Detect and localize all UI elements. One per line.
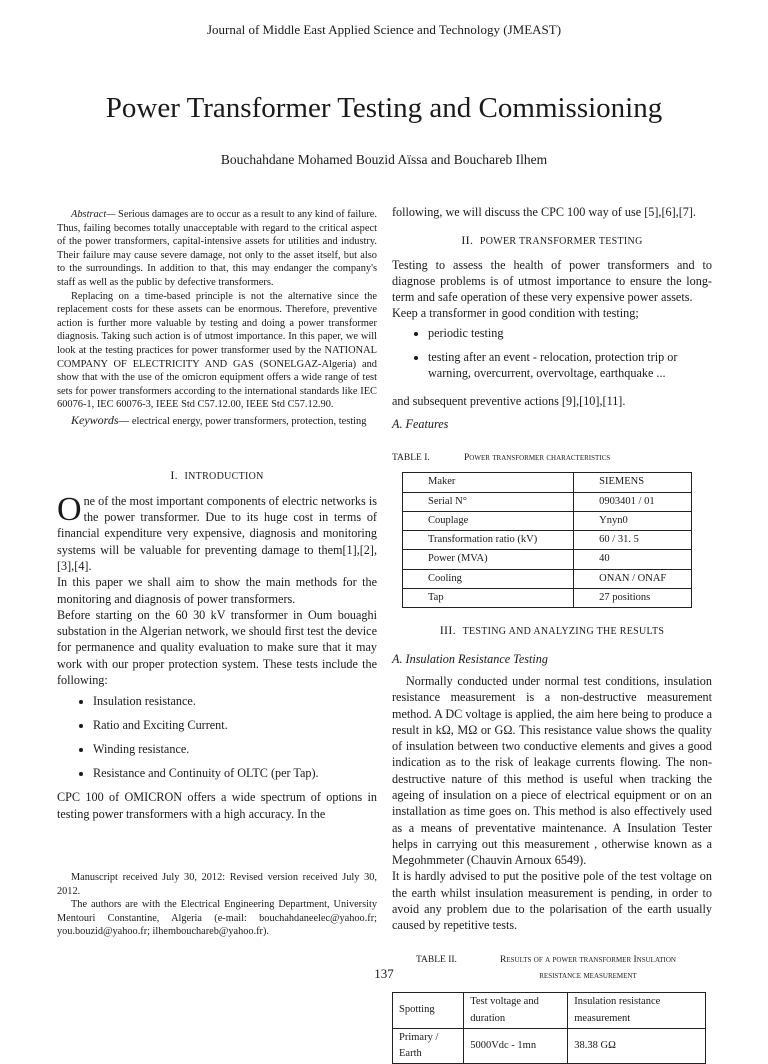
list-item: • testing after an event - relocation, protection trip or warning, overcurrent, overvoltage, earthquake ... bbox=[428, 349, 712, 382]
sec2-p3: and subsequent preventive actions [9],[10],[11]. bbox=[392, 394, 626, 409]
table-cell: Couplage bbox=[403, 511, 574, 530]
table-cell: Primary / Earth bbox=[393, 1028, 464, 1064]
table-cell: 5000Vdc - 1mn bbox=[464, 1028, 568, 1064]
sec3-p1: Normally conducted under normal test conditions, insulation resistance measurement is a non-destructive measurement method. A DC voltage is applied, the aim here being to produce a result in kΩ, MΩ or GΩ. This resistance value shows the quality of insulation between two conductive elements and gives a good indication as to the risk of leakage currents flowing. The non-destructive nature of this method is useful when tracking the ageing of insulation on a piece of electrical equipment or on an installation as time goes on. This method is also effectively used as a means of preventative maintenance. A Insulation Tester helps in carrying out this measurement , otherwise known as a Megohmmeter (Chauvin Arnoux 6549). bbox=[392, 673, 712, 868]
table-row bbox=[403, 569, 692, 588]
keywords-text: electrical energy, power transformers, protection, testing bbox=[129, 415, 367, 427]
column-header: Spotting bbox=[393, 993, 464, 1029]
list-item: • Resistance and Continuity of OLTC (per Tap). bbox=[93, 765, 377, 781]
subsection-features: A. Features bbox=[392, 416, 449, 431]
table-row bbox=[403, 531, 692, 550]
table-row bbox=[393, 1028, 706, 1064]
table-cell: Serial N° bbox=[403, 492, 574, 511]
section-heading-introduction: I. INTRODUCTION bbox=[170, 467, 264, 482]
table-row bbox=[403, 473, 692, 492]
footnote bbox=[57, 871, 377, 939]
page-number: 137 bbox=[374, 966, 394, 981]
table-insulation bbox=[392, 992, 706, 1064]
keywords bbox=[57, 414, 377, 429]
intro-p1: One of the most important components of electric networks is the power transformer. Due to its huge cost in terms of financial expenditure very expensive, diagnosis and monitoring systems will be valuable for preventing damage to them[1],[2],[3],[4]. bbox=[57, 490, 377, 573]
footnote-affiliation: The authors are with the Electrical Engineering Department, University Mentouri Constantine, Algeria (e-mail: bouchahdaneelec@yahoo.fr; you.bouzid@yahoo.fr; ilhembouchareb@yahoo.fr). bbox=[57, 899, 377, 938]
table-cell: Tap bbox=[403, 589, 574, 608]
table-cell: Ynyn0 bbox=[574, 511, 692, 530]
keywords-label: Keywords— bbox=[71, 412, 130, 427]
table-cell: Transformation ratio (kV) bbox=[403, 531, 574, 550]
journal-header: Journal of Middle East Applied Science and Technology (JMEAST) bbox=[206, 22, 562, 37]
table-cell: Maker bbox=[403, 473, 574, 492]
abstract-text: Serious damages are to occur as a result to any kind of failure. Thus, failing becomes totally unacceptable with regard to the critical aspect of the power transformers, capital-intensive assets for utilities and industry. Their failure may cause severe damage, not only to the asset itself, but also to the surroundings. In addition to that, this may endanger the company's staff as well as the public by defective transformers. bbox=[57, 209, 377, 288]
continued-text: following, we will discuss the CPC 100 way of use [5],[6],[7]. bbox=[392, 205, 696, 219]
abstract-label: Abstract— bbox=[71, 209, 116, 220]
table-cell: 38.38 GΩ bbox=[568, 1028, 706, 1064]
column-header: Insulation resistance measurement bbox=[568, 993, 706, 1029]
abstract bbox=[57, 208, 377, 290]
table-cell: SIEMENS bbox=[574, 473, 692, 492]
table-header-row bbox=[393, 993, 706, 1029]
table-cell: 27 positions bbox=[574, 589, 692, 608]
section-heading-results: III. TESTING AND ANALYZING THE RESULTS bbox=[439, 623, 665, 638]
table1-caption: TABLE I. Power transformer characteristics bbox=[392, 452, 611, 463]
table-cell: Cooling bbox=[403, 569, 574, 588]
authors: Bouchahdane Mohamed Bouzid Aïssa and Bouchareb Ilhem bbox=[220, 152, 548, 167]
sec2-p1: Testing to assess the health of power transformers and to diagnose problems is of utmost importance to ensure the long-term and safe operation of these very expensive power assets. bbox=[392, 257, 712, 305]
list-item: • Ratio and Exciting Current. bbox=[93, 717, 377, 733]
table-characteristics bbox=[402, 472, 692, 608]
subsection-insulation: A. Insulation Resistance Testing bbox=[392, 651, 548, 666]
table-cell: ONAN / ONAF bbox=[574, 569, 692, 588]
footnote-received: Manuscript received July 30, 2012: Revised version received July 30, 2012. bbox=[57, 872, 377, 897]
right-column bbox=[392, 204, 712, 1064]
section-heading-testing: II. POWER TRANSFORMER TESTING bbox=[461, 233, 643, 248]
table-row bbox=[403, 492, 692, 511]
table-cell: Power (MVA) bbox=[403, 550, 574, 569]
paper-title: Power Transformer Testing and Commissioning bbox=[105, 92, 663, 124]
intro-p2: In this paper we shall aim to show the main methods for the monitoring and diagnosis of power transformers. bbox=[57, 575, 377, 606]
list-item: • periodic testing bbox=[428, 325, 712, 341]
intro-p3: Before starting on the 60 30 kV transformer in Oum bouaghi substation in the Algerian network, we should first test the device for permanence and quality evaluation to make sure that it may work with our proper protection system. These tests include the following: bbox=[57, 607, 377, 688]
table-cell: 60 / 31. 5 bbox=[574, 531, 692, 550]
table-cell: 40 bbox=[574, 550, 692, 569]
sec2-p2: Keep a transformer in good condition with testing; bbox=[392, 306, 639, 321]
table-row bbox=[403, 589, 692, 608]
column-header: Test voltage and duration bbox=[464, 993, 568, 1029]
table2-caption: TABLE II. Results of a power transformer Insulation resistance measurement bbox=[416, 954, 676, 981]
table-row bbox=[403, 511, 692, 530]
list-item: • Insulation resistance. bbox=[93, 693, 377, 709]
sec3-p2: It is hardly advised to put the positive pole of the test voltage on the earth whilst insulation measurement is pending, in order to avoid any problem due to the polarisation of the earth usually caused by repetitive tests. bbox=[392, 869, 712, 933]
intro-p4: CPC 100 of OMICRON offers a wide spectrum of options in testing power transformers with a high accuracy. In the bbox=[57, 790, 377, 821]
left-column bbox=[57, 208, 377, 822]
list-item: • Winding resistance. bbox=[93, 741, 377, 757]
abstract-p2: Replacing on a time-based principle is not the alternative since the replacement costs for these assets can be enormous. Therefore, preventive action is further more valuable by testing and doing a power transformer diagnosis. Taking such action is of utmost importance. In this paper, we will look at the testing practices for power transformer used by the NATIONAL COMPANY OF ELECTRICITY AND GAS (SONELGAZ-Algeria) and show that with the use of the omicron equipment offers a wide range of test sets for power transformers according to the international standards like IEC 60076-1, IEC 60076-3, IEEE Std C57.12.00, IEEE Std C57.12.90. bbox=[57, 290, 377, 411]
testing-list bbox=[392, 325, 712, 382]
drop-cap: O bbox=[57, 490, 82, 528]
table-row bbox=[403, 550, 692, 569]
table-cell: 0903401 / 01 bbox=[574, 492, 692, 511]
test-list bbox=[57, 693, 377, 781]
